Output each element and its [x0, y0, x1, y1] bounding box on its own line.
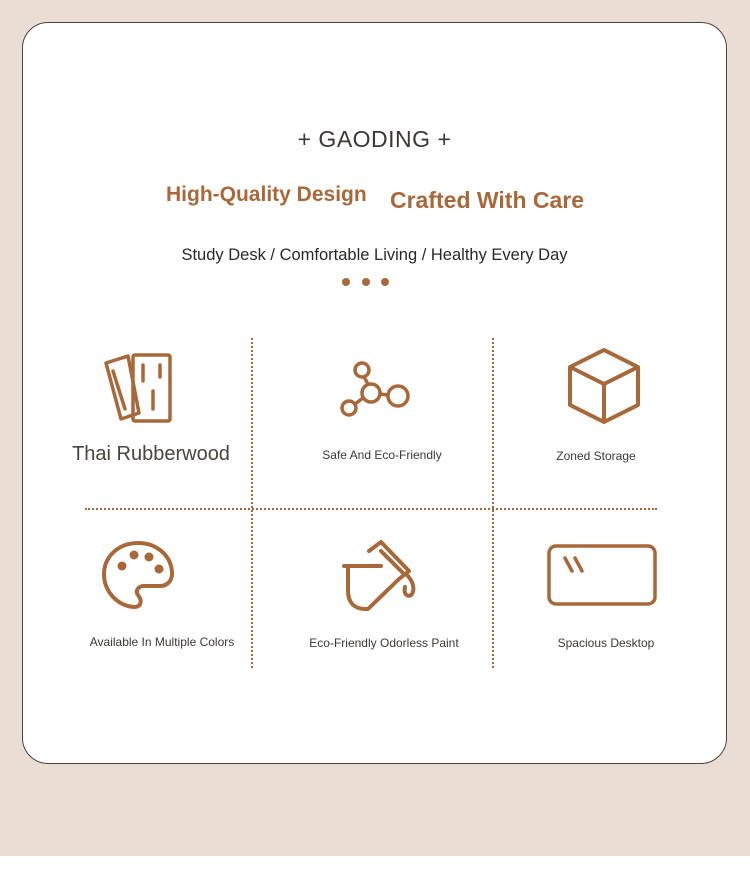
molecule-icon: [337, 359, 413, 419]
grid-divider-vertical-right: [492, 338, 494, 668]
tag-crafted: Crafted With Care: [390, 187, 585, 213]
feature-label-desktop: Spacious Desktop: [557, 636, 655, 650]
feature-card: [22, 22, 727, 764]
feature-label-paint: Eco-Friendly Odorless Paint: [309, 636, 459, 650]
feature-label-storage: Zoned Storage: [556, 449, 636, 463]
wood-planks-icon: [103, 351, 175, 423]
ellipsis-icon: [341, 277, 395, 287]
grid-divider-vertical-left: [251, 338, 253, 668]
brand-title: + GAODING +: [297, 126, 452, 152]
feature-label-eco: Safe And Eco-Friendly: [322, 448, 442, 462]
subtitle: Study Desk / Comfortable Living / Healthy Every Day: [181, 246, 568, 264]
grid-divider-horizontal: [85, 508, 657, 510]
tag-quality: High-Quality Design: [166, 183, 367, 206]
palette-icon: [102, 540, 174, 610]
desktop-panel-icon: [547, 544, 657, 606]
box-icon: [568, 348, 640, 424]
feature-label-rubberwood: Thai Rubberwood: [72, 443, 230, 465]
feature-label-colors: Available In Multiple Colors: [89, 635, 235, 649]
paint-bucket-icon: [341, 539, 417, 613]
